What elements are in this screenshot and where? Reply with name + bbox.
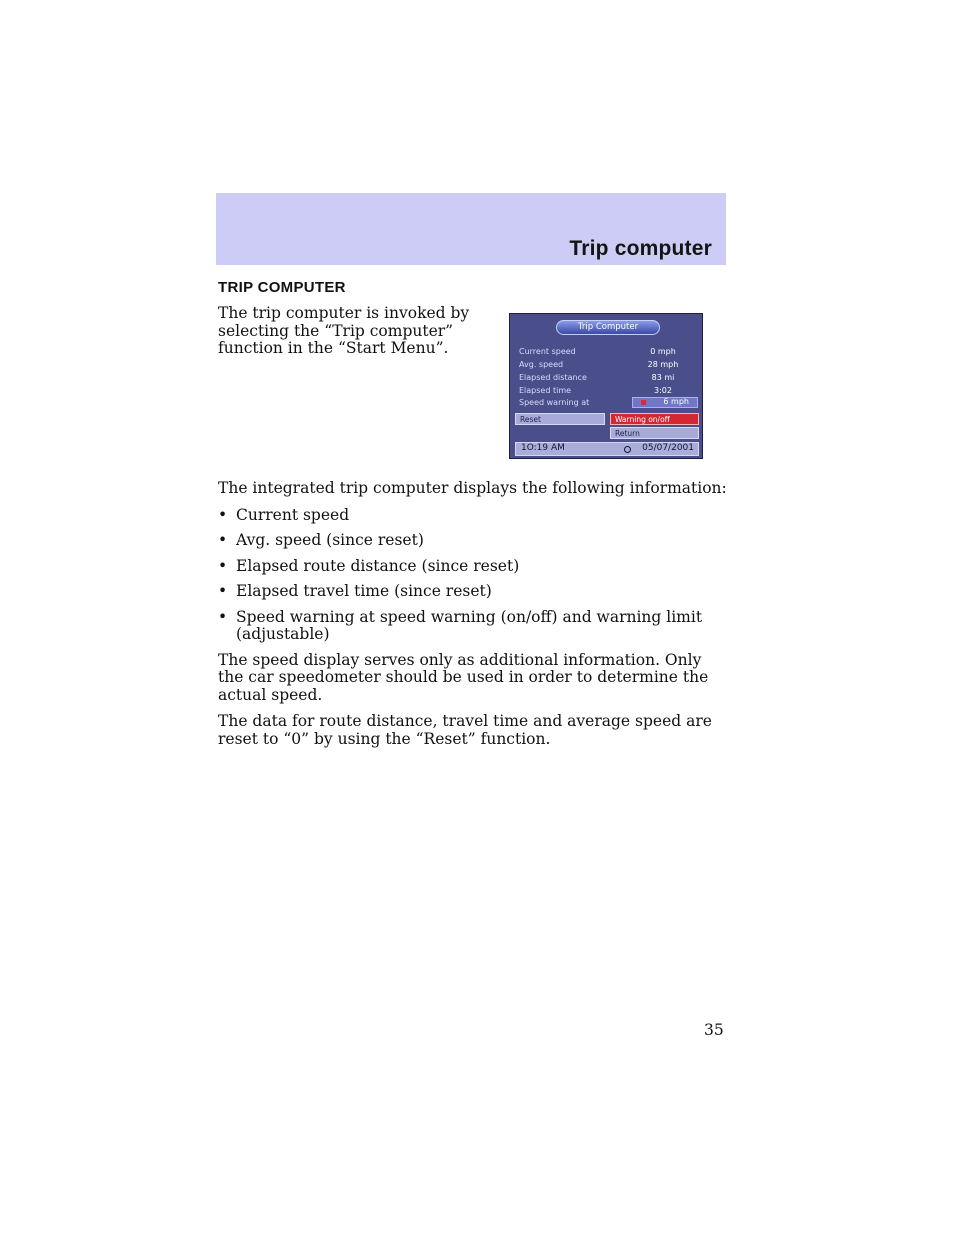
screen-row — [519, 373, 693, 385]
list-item — [218, 609, 728, 644]
status-bar — [515, 442, 699, 456]
reset-button[interactable]: Reset — [515, 413, 605, 425]
list-item-text: Speed warning at speed warning (on/off) and warning limit (adjustable) — [236, 607, 703, 643]
status-time: 1O:19 AM — [521, 443, 565, 453]
warning-indicator-icon — [641, 400, 646, 405]
row-value: 0 mph — [650, 347, 676, 356]
bullet: • — [218, 531, 228, 549]
row-value: 83 mi — [651, 373, 675, 382]
section-heading: TRIP COMPUTER — [218, 279, 346, 296]
header-band — [216, 193, 726, 265]
list-item — [218, 507, 728, 525]
page-number: 35 — [704, 1021, 724, 1039]
page-header-title: Trip computer — [569, 237, 712, 260]
trip-computer-screen — [509, 313, 703, 459]
feature-list — [218, 507, 728, 644]
return-button[interactable]: Return — [610, 427, 699, 439]
status-date: 05/07/2001 — [642, 443, 694, 453]
screen-title: Trip Computer — [556, 320, 660, 335]
list-item-text: Current speed — [236, 505, 350, 524]
row-label: Avg. speed — [519, 360, 564, 369]
list-item — [218, 532, 728, 550]
list-item-text: Elapsed route distance (since reset) — [236, 556, 520, 575]
list-item — [218, 583, 728, 601]
body-lead: The integrated trip computer displays the following information: — [218, 479, 727, 497]
bullet: • — [218, 556, 228, 575]
warning-toggle-button[interactable]: Warning on/off — [610, 413, 699, 425]
row-label: Elapsed distance — [519, 373, 587, 382]
bullet: • — [218, 505, 228, 524]
gps-icon — [624, 446, 631, 453]
row-value: 28 mph — [647, 360, 679, 369]
row-label: Elapsed time — [519, 386, 572, 395]
body-paragraph-speed: The speed display serves only as additional information. Only the car speedometer should be used in order to determine the actual speed. — [218, 650, 709, 704]
bullet: • — [218, 582, 228, 600]
intro-paragraph: The trip computer is invoked by selecting the “Trip computer” function in the “Start Menu”. — [218, 304, 470, 357]
bullet: • — [218, 607, 228, 626]
list-item-text: Avg. speed (since reset) — [236, 531, 424, 549]
row-value: 3:02 — [654, 386, 672, 395]
row-label: Speed warning at — [519, 398, 590, 407]
body-paragraph-reset: The data for route distance, travel time and average speed are reset to “0” by using the “Reset” function. — [218, 712, 712, 748]
row-label: Current speed — [519, 347, 576, 356]
screen-row — [519, 360, 693, 372]
list-item-text: Elapsed travel time (since reset) — [236, 582, 492, 600]
speed-warning-value: 6 mph — [663, 397, 689, 406]
speed-warning-field[interactable] — [632, 397, 698, 408]
body-text — [218, 480, 728, 757]
list-item — [218, 558, 728, 576]
screen-row — [519, 347, 693, 359]
